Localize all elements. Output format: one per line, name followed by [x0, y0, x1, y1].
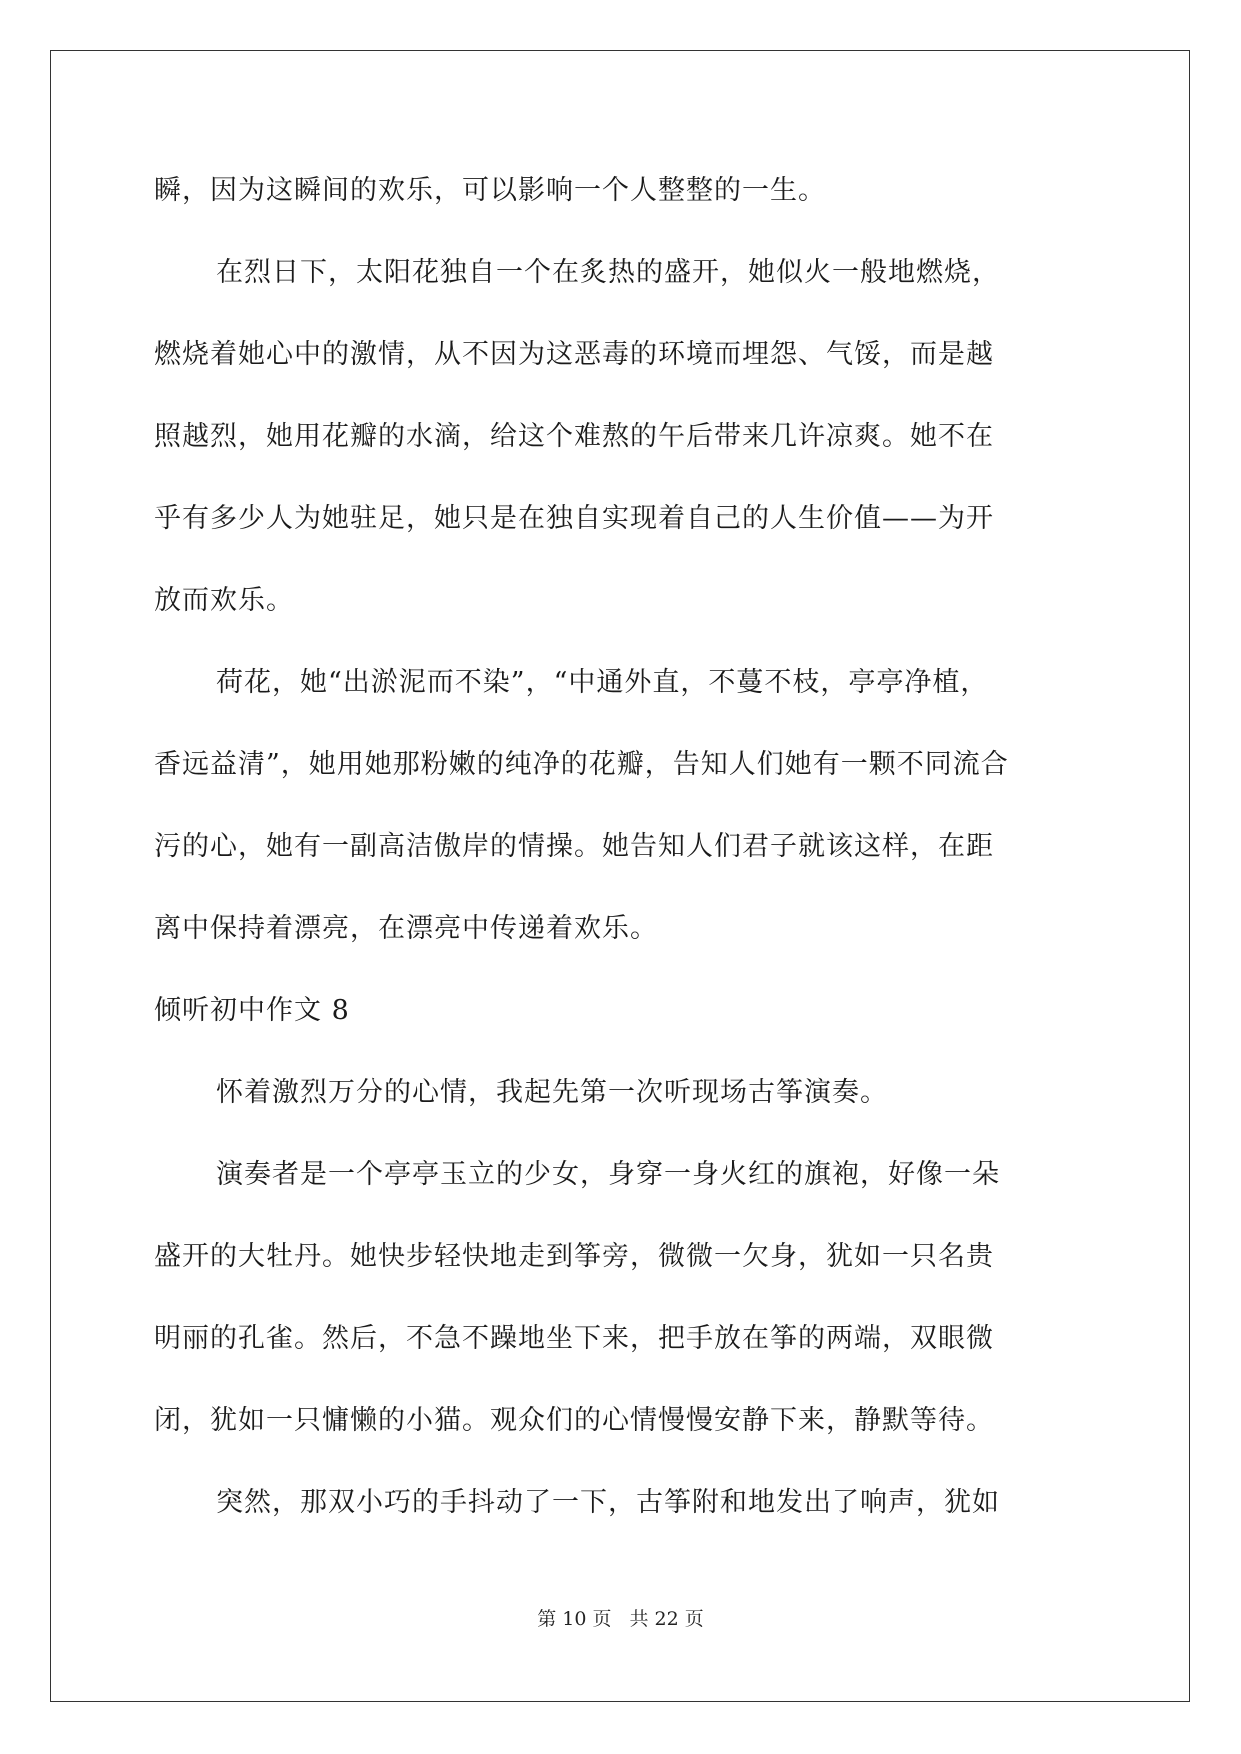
- section-heading: 倾听初中作文 8: [154, 995, 350, 1026]
- text-line-10: 离中保持着漂亮，在漂亮中传递着欢乐。: [154, 913, 658, 944]
- page-number: 第 10 页: [537, 1608, 612, 1630]
- text-line-7: 荷花，她“出淤泥而不染”，“中通外直，不蔓不枝，亭亭净植，: [216, 667, 989, 698]
- text-line-17: 突然，那双小巧的手抖动了一下，古筝附和地发出了响声，犹如: [216, 1487, 1000, 1518]
- text-line-2: 在烈日下，太阳花独自一个在炙热的盛开，她似火一般地燃烧，: [216, 257, 1000, 288]
- text-line-15: 明丽的孔雀。然后，不急不躁地坐下来，把手放在筝的两端，双眼微: [154, 1323, 994, 1354]
- text-line-3: 燃烧着她心中的激情，从不因为这恶毒的环境而埋怨、气馁，而是越: [154, 339, 994, 370]
- page-border: [50, 50, 1190, 1702]
- text-line-8: 香远益清”，她用她那粉嫩的纯净的花瓣，告知人们她有一颗不同流合: [154, 749, 1009, 780]
- text-line-12: 怀着激烈万分的心情，我起先第一次听现场古筝演奏。: [216, 1077, 888, 1108]
- page-total: 共 22 页: [629, 1608, 704, 1630]
- text-line-1: 瞬，因为这瞬间的欢乐，可以影响一个人整整的一生。: [154, 175, 826, 206]
- text-line-6: 放而欢乐。: [154, 585, 294, 616]
- text-line-4: 照越烈，她用花瓣的水滴，给这个难熬的午后带来几许凉爽。她不在: [154, 421, 994, 452]
- text-line-16: 闭，犹如一只慵懒的小猫。观众们的心情慢慢安静下来，静默等待。: [154, 1405, 994, 1436]
- text-line-14: 盛开的大牡丹。她快步轻快地走到筝旁，微微一欠身，犹如一只名贵: [154, 1241, 994, 1272]
- page-footer: [0, 1607, 1241, 1631]
- text-line-5: 乎有多少人为她驻足，她只是在独自实现着自己的人生价值——为开: [154, 503, 994, 534]
- text-line-9: 污的心，她有一副高洁傲岸的情操。她告知人们君子就该这样，在距: [154, 831, 994, 862]
- text-line-13: 演奏者是一个亭亭玉立的少女，身穿一身火红的旗袍，好像一朵: [216, 1159, 1000, 1190]
